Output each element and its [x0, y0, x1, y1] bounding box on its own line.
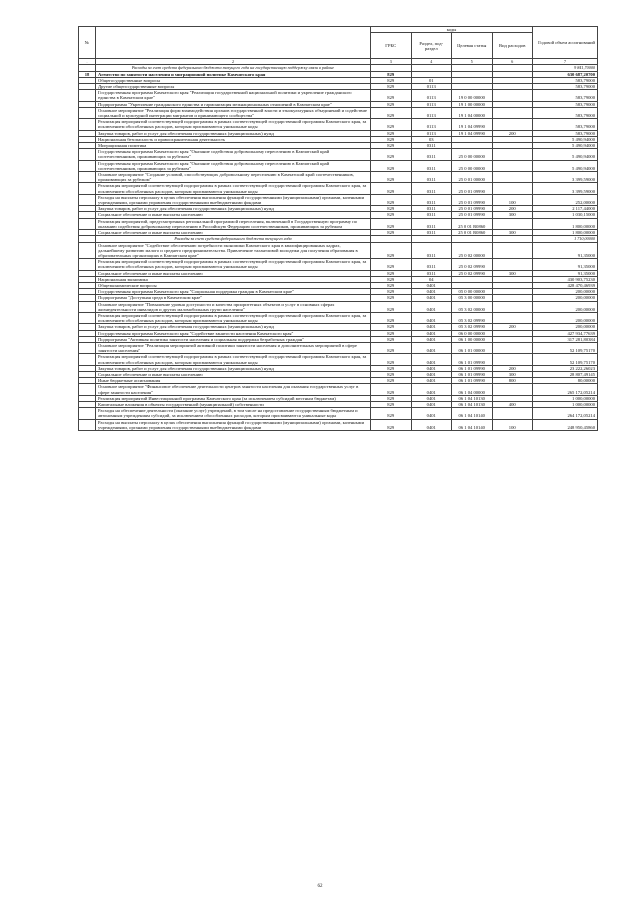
cell-vr	[492, 384, 533, 395]
cell-cs: 25 0 02 00000	[452, 242, 493, 259]
cell-no	[79, 301, 96, 312]
cell-name: Социальное обеспечение и иные выплаты населению	[96, 371, 371, 377]
cell-no	[79, 312, 96, 323]
cell-sum: 583,79000	[533, 130, 598, 136]
cell-sum: 200,00000	[533, 295, 598, 301]
cell-cs: 06 1 01 00000	[452, 342, 493, 353]
cell-sum: 583,79000	[533, 107, 598, 118]
cell-name: Закупка товаров, работ и услуг для обеспечения государственных (муниципальных) нужд	[96, 206, 371, 212]
cell-grbs: 829	[371, 276, 412, 282]
cell-no	[79, 342, 96, 353]
cell-sum: 430 903,75230	[533, 276, 598, 282]
cell-rz: 0401	[411, 330, 452, 336]
cell-name: Социальное обеспечение и иные выплаты населению	[96, 270, 371, 276]
col-header-name	[96, 27, 371, 59]
cell-name: Общегосударственные вопросы	[96, 77, 371, 83]
cell-cs: 19 0 00 00000	[452, 90, 493, 101]
cell-cs: 25 0 00 00000	[452, 160, 493, 171]
cell-cs: 05 3 02 09990	[452, 312, 493, 323]
cell-no	[79, 384, 96, 395]
cell-grbs: 829	[371, 419, 412, 430]
cell-sum: 428 470,46939	[533, 282, 598, 288]
cell-grbs: 829	[371, 160, 412, 171]
cell-rz: 0113	[411, 84, 452, 90]
cell-rz: 0401	[411, 371, 452, 377]
cell-sum: 28 807,49145	[533, 371, 598, 377]
cell-rz: 0401	[411, 419, 452, 430]
cell-grbs: 829	[371, 408, 412, 419]
cell-cs: 06 1 04 10140	[452, 408, 493, 419]
cell-no	[79, 259, 96, 270]
cell-grbs: 829	[371, 401, 412, 407]
cell-vr: 100	[492, 419, 533, 430]
cell-cs: 19 1 04 09990	[452, 130, 493, 136]
cell-grbs: 829	[371, 194, 412, 205]
col-header-grbs: ГРБС	[371, 33, 412, 59]
cell-cs: 25 0 01 09990	[452, 183, 493, 194]
cell-grbs: 829	[371, 218, 412, 229]
cell-rz: 0401	[411, 342, 452, 353]
cell-no	[79, 354, 96, 365]
cell-name: Национальная экономика	[96, 276, 371, 282]
col-header-no: №	[79, 27, 96, 59]
cell-vr	[492, 172, 533, 183]
col-header-sum: Годовой объем ассигнований	[533, 27, 598, 59]
cell-rz: 0311	[411, 212, 452, 218]
table-row	[79, 172, 598, 183]
cell-vr: 200	[492, 365, 533, 371]
cell-sum: 3 399,59000	[533, 183, 598, 194]
table-row	[79, 312, 598, 323]
cell-vr	[492, 312, 533, 323]
cell-sum: 264 172,05214	[533, 408, 598, 419]
col-number: .	[79, 59, 96, 65]
table-row	[79, 119, 598, 130]
cell-sum: 5 490,94000	[533, 136, 598, 142]
cell-name: Реализация мероприятий, предусмотренных региональной программой переселения, включенной в Государственную программу по оказанию содействия добровольному переселению в Российскую Федерацию соотечественников, проживающих за рубежом	[96, 218, 371, 229]
table-body	[79, 65, 598, 431]
cell-grbs: 829	[371, 342, 412, 353]
cell-cs: 25 0 02 09990	[452, 259, 493, 270]
cell-vr	[492, 218, 533, 229]
cell-grbs: 829	[371, 365, 412, 371]
cell-grbs: 829	[371, 212, 412, 218]
cell-sum: 200,00000	[533, 301, 598, 312]
cell-vr: 300	[492, 270, 533, 276]
cell-grbs: 829	[371, 295, 412, 301]
budget-table	[78, 26, 598, 431]
cell-rz: 04	[411, 276, 452, 282]
cell-no	[79, 149, 96, 160]
table-row	[79, 419, 598, 430]
cell-rz: 0311	[411, 230, 452, 236]
cell-vr	[492, 342, 533, 353]
col-header-vid: Вид расходов	[492, 33, 533, 59]
cell-rz: 0401	[411, 378, 452, 384]
cell-name: Закупка товаров, работ и услуг для обеспечения государственных (муниципальных) нужд	[96, 324, 371, 330]
cell-rz: 0401	[411, 365, 452, 371]
cell-no	[79, 419, 96, 430]
cell-cs: 06 1 04 00000	[452, 384, 493, 395]
cell-vr: 300	[492, 230, 533, 236]
cell-cs: 19 1 04 09990	[452, 119, 493, 130]
cell-grbs: 829	[371, 289, 412, 295]
cell-sum: 583,79000	[533, 90, 598, 101]
cell-vr	[492, 183, 533, 194]
cell-cs: 06 1 04 10140	[452, 419, 493, 430]
cell-name: Расходы за счет средств федерального бюджета текущего года	[96, 236, 371, 242]
cell-rz: 0401	[411, 354, 452, 365]
cell-cs: 19 1 04 00000	[452, 107, 493, 118]
cell-grbs: 829	[371, 172, 412, 183]
cell-rz: 0401	[411, 312, 452, 323]
col-header-target: Целевая статья	[452, 33, 493, 59]
cell-sum: 2 117,44000	[533, 206, 598, 212]
cell-sum: 5 490,94000	[533, 160, 598, 171]
table-row	[79, 384, 598, 395]
cell-grbs: 829	[371, 119, 412, 130]
cell-sum: 583,79000	[533, 101, 598, 107]
cell-grbs: 829	[371, 84, 412, 90]
cell-vr	[492, 107, 533, 118]
cell-grbs: 829	[371, 242, 412, 259]
cell-no	[79, 194, 96, 205]
cell-rz: 0401	[411, 395, 452, 401]
cell-vr	[492, 149, 533, 160]
cell-name: Реализация мероприятий Инвестиционной программы Камчатского края (за исключением субсидий местным бюджетам)	[96, 395, 371, 401]
cell-sum: 630 687,20700	[533, 71, 598, 77]
table-row	[79, 408, 598, 419]
cell-grbs: 829	[371, 371, 412, 377]
cell-rz: 0113	[411, 119, 452, 130]
cell-grbs: 829	[371, 270, 412, 276]
table-row	[79, 90, 598, 101]
cell-sum: 1 800,00000	[533, 230, 598, 236]
cell-vr: 100	[492, 194, 533, 205]
cell-rz: 0401	[411, 295, 452, 301]
cell-sum: 583,79000	[533, 84, 598, 90]
cell-sum: 427 934,77639	[533, 330, 598, 336]
col-number: 2	[96, 59, 371, 65]
cell-name: Подпрограмма "Доступная среда в Камчатском крае"	[96, 295, 371, 301]
cell-grbs: 829	[371, 230, 412, 236]
cell-sum: 9 841,70000	[533, 65, 598, 71]
cell-name: Государственная программа Камчатского края "Оказание содействия добровольному переселению в Камчатский край соотечественников, проживающих за рубежом"	[96, 149, 371, 160]
cell-name: Государственная программа Камчатского края "Социальная поддержка граждан в Камчатском крае"	[96, 289, 371, 295]
cell-grbs: 829	[371, 336, 412, 342]
cell-name: Основное мероприятие "Финансовое обеспечение деятельности центров занятости населения для оказания государственных услуг в сфере занятости населения"	[96, 384, 371, 395]
col-number: 5	[452, 59, 493, 65]
cell-rz: 0311	[411, 183, 452, 194]
cell-cs: 05 0 00 00000	[452, 289, 493, 295]
cell-sum: 265 172,05214	[533, 384, 598, 395]
cell-vr	[492, 301, 533, 312]
cell-grbs: 829	[371, 183, 412, 194]
cell-rz: 0311	[411, 160, 452, 171]
cell-sum: 317 281,80384	[533, 336, 598, 342]
cell-rz: 0401	[411, 408, 452, 419]
cell-cs: 06 1 04 10130	[452, 401, 493, 407]
cell-sum: 1 800,00000	[533, 218, 598, 229]
cell-rz: 0113	[411, 107, 452, 118]
cell-grbs: 829	[371, 384, 412, 395]
cell-rz: 0311	[411, 218, 452, 229]
table-row	[79, 354, 598, 365]
table-row	[79, 183, 598, 194]
cell-name: Социальное обеспечение и иные выплаты населению	[96, 230, 371, 236]
cell-rz: 0401	[411, 384, 452, 395]
cell-cs: 05 3 02 09990	[452, 324, 493, 330]
cell-grbs: 829	[371, 206, 412, 212]
cell-name: Общеэкономические вопросы	[96, 282, 371, 288]
cell-rz: 0113	[411, 90, 452, 101]
page-number: 62	[317, 884, 323, 889]
cell-name: Расходы на выплаты персоналу в целях обеспечения выполнения функций государственными (муниципальными) органами, казенными учреждениями, органами управления государственными внебюджетными фондами	[96, 419, 371, 430]
col-number: 6	[492, 59, 533, 65]
cell-no	[79, 172, 96, 183]
cell-cs: 06 0 00 00000	[452, 330, 493, 336]
cell-cs: 06 1 00 00000	[452, 336, 493, 342]
cell-name: Подпрограмма "Укрепление гражданского единства и гармонизация межнациональных отношений в Камчатском крае"	[96, 101, 371, 107]
cell-sum: 1 710,00000	[533, 236, 598, 242]
cell-grbs: 829	[371, 378, 412, 384]
table-row	[79, 149, 598, 160]
cell-name: Основное мероприятие "Создание условий, способствующих добровольному переселению в Камчатский край соотечественников, проживающих за рубежом"	[96, 172, 371, 183]
cell-vr: 200	[492, 130, 533, 136]
cell-name: Другие общегосударственные вопросы	[96, 84, 371, 90]
cell-vr: 800	[492, 378, 533, 384]
cell-vr	[492, 259, 533, 270]
cell-cs: 06 1 01 09990	[452, 378, 493, 384]
cell-sum: 248 950,45860	[533, 419, 598, 430]
cell-rz: 0311	[411, 270, 452, 276]
cell-grbs: 829	[371, 101, 412, 107]
cell-rz: 0311	[411, 172, 452, 183]
cell-sum: 200,00000	[533, 289, 598, 295]
cell-cs: 25 0 00 00000	[452, 149, 493, 160]
cell-rz: 0401	[411, 301, 452, 312]
cell-grbs: 829	[371, 130, 412, 136]
cell-name: Основное мероприятие "Повышение уровня доступности и качества приоритетных объектов и услуг в основных сферах жизнедеятельности инвалидов и других маломобильных групп населения"	[96, 301, 371, 312]
cell-sum: 5 490,94000	[533, 149, 598, 160]
table-row	[79, 259, 598, 270]
budget-page	[78, 26, 598, 431]
cell-name: Национальная безопасность и правоохранительная деятельность	[96, 136, 371, 142]
cell-vr: 200	[492, 324, 533, 330]
cell-sum: 5 490,94000	[533, 143, 598, 149]
cell-sum: 1 000,00000	[533, 395, 598, 401]
cell-vr	[492, 90, 533, 101]
cell-rz: 0311	[411, 143, 452, 149]
cell-name: Реализация мероприятий соответствующей подпрограммы в рамках соответствующей государственной программы Камчатского края, за исключением обособленных расходов, которым присваиваются уникальные коды	[96, 354, 371, 365]
cell-rz: 03	[411, 136, 452, 142]
cell-vr: 300	[492, 212, 533, 218]
cell-name: Социальное обеспечение и иные выплаты населению	[96, 212, 371, 218]
col-header-razdel: Раздел, под-раздел	[411, 33, 452, 59]
cell-sum: 91,35000	[533, 259, 598, 270]
cell-name: Расходы за счет средств федерального бюджета текущего года на государственную поддержку связи в районе	[96, 65, 371, 71]
cell-vr	[492, 160, 533, 171]
cell-name: Государственная программа Камчатского края "Реализация государственной национальной политики и укрепление гражданского единства в Камчатском крае"	[96, 90, 371, 101]
cell-grbs: 829	[371, 395, 412, 401]
cell-sum: 200,00000	[533, 312, 598, 323]
cell-rz: 0113	[411, 130, 452, 136]
cell-name: Иные бюджетные ассигнования	[96, 378, 371, 384]
cell-name: Реализация мероприятий соответствующей подпрограммы в рамках соответствующей государственной программы Камчатского края, за исключением обособленных расходов, которым присваиваются уникальные коды	[96, 183, 371, 194]
cell-no	[79, 90, 96, 101]
cell-rz: 0311	[411, 194, 452, 205]
cell-name: Подпрограмма "Активная политика занятости населения и социальная поддержка безработных граждан"	[96, 336, 371, 342]
cell-vr	[492, 119, 533, 130]
cell-grbs: 829	[371, 330, 412, 336]
cell-name: Государственная программа Камчатского края "Содействие занятости населения Камчатского края"	[96, 330, 371, 336]
table-row	[79, 242, 598, 259]
cell-sum: 52 109,75170	[533, 354, 598, 365]
cell-rz: 0113	[411, 101, 452, 107]
cell-sum: 1 000,00000	[533, 401, 598, 407]
cell-cs: 25 0 01 R0860	[452, 230, 493, 236]
cell-sum: 23 222,26023	[533, 365, 598, 371]
cell-name: Реализация мероприятий соответствующей подпрограммы в рамках соответствующей государственной программы Камчатского края, за исключением обособленных расходов, которым присваиваются уникальные коды	[96, 312, 371, 323]
cell-vr	[492, 408, 533, 419]
cell-cs: 19 1 00 00000	[452, 101, 493, 107]
cell-name: Основное мероприятие "Содействие обеспечению потребности экономики Камчатского края в квалифицированных кадрах, дальнейшему развитию малого и среднего предпринимательства. Привлечение талантливой молодежи для получения образования в образовательных организациях в Камчатском крае"	[96, 242, 371, 259]
cell-cs: 06 1 01 09990	[452, 354, 493, 365]
cell-grbs: 829	[371, 107, 412, 118]
cell-grbs: 829	[371, 301, 412, 312]
cell-sum: 3 399,59000	[533, 172, 598, 183]
cell-sum: 91,35000	[533, 270, 598, 276]
table-row	[79, 342, 598, 353]
cell-no	[79, 160, 96, 171]
cell-vr	[492, 242, 533, 259]
cell-cs: 06 1 04 10130	[452, 395, 493, 401]
cell-sum: 91,35000	[533, 242, 598, 259]
cell-no	[79, 107, 96, 118]
table-row	[79, 218, 598, 229]
cell-rz: 0311	[411, 242, 452, 259]
cell-vr: 400	[492, 401, 533, 407]
cell-name: Реализация мероприятий соответствующей подпрограммы в рамках соответствующей государственной программы Камчатского края, за исключением обособленных расходов, которым присваиваются уникальные коды	[96, 259, 371, 270]
cell-rz: 0311	[411, 149, 452, 160]
cell-rz: 0401	[411, 282, 452, 288]
cell-rz: 0401	[411, 401, 452, 407]
cell-sum: 583,79000	[533, 119, 598, 130]
cell-vr: 200	[492, 206, 533, 212]
cell-cs: 25 0 01 R0860	[452, 218, 493, 229]
cell-name: Основное мероприятие "Реализация мероприятий активной политики занятости населения и дополнительных мероприятий в сфере занятости населения"	[96, 342, 371, 353]
cell-no: 18	[79, 71, 96, 77]
cell-grbs: 829	[371, 282, 412, 288]
table-row	[79, 107, 598, 118]
cell-no	[79, 408, 96, 419]
cell-rz: 0311	[411, 259, 452, 270]
cell-sum: 200,00000	[533, 324, 598, 330]
cell-name: Миграционная политика	[96, 143, 371, 149]
cell-name: Расходы на обеспечение деятельности (оказание услуг) учреждений, в том числе на предоставление государственным бюджетным и автономным учреждениям субсидий, за исключением обособленных расходов, которым присваиваются уникальные коды	[96, 408, 371, 419]
cell-grbs: 829	[371, 259, 412, 270]
cell-sum: 583,79000	[533, 77, 598, 83]
cell-name: Основное мероприятие "Реализация форм взаимодействия органов государственной власти и этнокультурных объединений и содействие социальной и культурной интеграции мигрантов и принимающего сообщества"	[96, 107, 371, 118]
cell-rz: 0401	[411, 336, 452, 342]
cell-name: Агентство по занятости населения и миграционной политике Камчатского края	[96, 71, 371, 77]
cell-no	[79, 218, 96, 229]
col-number: 4	[411, 59, 452, 65]
cell-grbs: 829	[371, 136, 412, 142]
col-number: 7	[533, 59, 598, 65]
cell-grbs: 829	[371, 149, 412, 160]
cell-sum: 52 109,75170	[533, 342, 598, 353]
cell-no	[79, 242, 96, 259]
cell-name: Государственная программа Камчатского края "Оказание содействия добровольному переселению в Камчатский край соотечественников, проживающих за рубежом"	[96, 160, 371, 171]
cell-cs: 05 3 02 00000	[452, 301, 493, 312]
cell-name: Капитальные вложения в объекты государственной (муниципальной) собственности	[96, 401, 371, 407]
cell-rz: 0401	[411, 324, 452, 330]
cell-name: Реализация мероприятий соответствующей подпрограммы в рамках соответствующей государственной программы Камчатского края, за исключением обособленных расходов, которым присваиваются уникальные коды	[96, 119, 371, 130]
col-header-codes: коды	[371, 27, 533, 33]
cell-cs: 06 1 01 09990	[452, 371, 493, 377]
col-number: 3	[371, 59, 412, 65]
cell-sum: 80,00000	[533, 378, 598, 384]
cell-cs: 25 0 01 09990	[452, 206, 493, 212]
cell-grbs: 829	[371, 354, 412, 365]
cell-grbs: 829	[371, 77, 412, 83]
cell-grbs: 829	[371, 90, 412, 101]
cell-grbs: 829	[371, 143, 412, 149]
cell-cs: 25 0 01 09990	[452, 194, 493, 205]
cell-no	[79, 119, 96, 130]
cell-rz: 0401	[411, 289, 452, 295]
cell-no	[79, 183, 96, 194]
cell-grbs: 829	[371, 71, 412, 77]
cell-rz: 01	[411, 77, 452, 83]
cell-vr	[492, 354, 533, 365]
cell-cs: 06 1 01 09990	[452, 365, 493, 371]
cell-sum: 252,00000	[533, 194, 598, 205]
cell-vr: 300	[492, 371, 533, 377]
cell-cs: 05 3 00 00000	[452, 295, 493, 301]
cell-rz: 0311	[411, 206, 452, 212]
cell-name: Расходы на выплаты персоналу в целях обеспечения выполнения функций государственными (муниципальными) органами, казенными учреждениями, органами управления государственными внебюджетными фондами	[96, 194, 371, 205]
cell-sum: 1 030,15000	[533, 212, 598, 218]
cell-name: Закупка товаров, работ и услуг для обеспечения государственных (муниципальных) нужд	[96, 365, 371, 371]
cell-name: Закупка товаров, работ и услуг для обеспечения государственных (муниципальных) нужд	[96, 130, 371, 136]
cell-cs: 25 0 02 09990	[452, 270, 493, 276]
cell-grbs: 829	[371, 324, 412, 330]
table-row	[79, 301, 598, 312]
table-row	[79, 194, 598, 205]
table-row	[79, 160, 598, 171]
cell-cs: 25 0 01 09990	[452, 212, 493, 218]
cell-grbs: 829	[371, 312, 412, 323]
cell-cs: 25 0 01 00000	[452, 172, 493, 183]
